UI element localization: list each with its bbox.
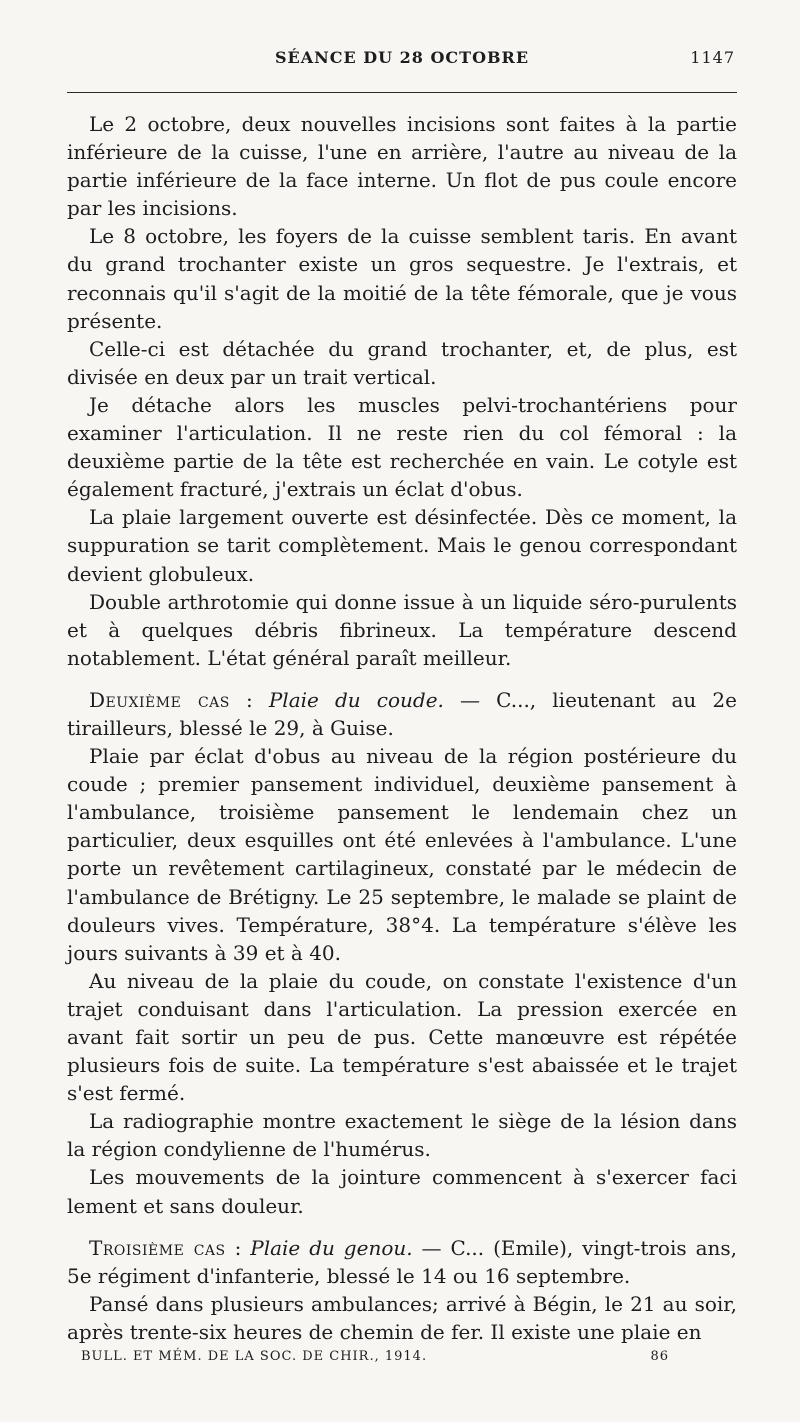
header-rule <box>67 92 737 93</box>
case-details: — C..., lieutenant au 2e tirailleurs, blessé le 29, à Guise. <box>67 687 737 740</box>
page-number: 1147 <box>690 48 735 67</box>
paragraph: Au niveau de la plaie du coude, on constate l'existence d'un trajet conduisant dans l'articulation. La pression exercée en avant fait sortir un peu de pus. Cette manœuvre est répétée plusieurs fois de suite. La température s'est abaissée et le trajet s'est fermé. <box>67 968 737 1106</box>
running-header <box>67 44 737 80</box>
paragraph: Pansé dans plusieurs ambulances; arrivé à Bégin, le 21 au soir, après trente-six heures de chemin de fer. Il existe une plaie en <box>67 1291 737 1344</box>
case-heading-3 <box>67 1234 737 1290</box>
signature-mark: 86 <box>650 1349 669 1364</box>
header-title: SÉANCE DU 28 OCTOBRE <box>274 48 530 67</box>
paragraph: Le 2 octobre, deux nouvelles incisions sont faites à la partie inférieure de la cuisse, l'une en arrière, l'autre au niveau de la partie inférieure de la face interne. Un flot de pus coule encore par les incisions. <box>67 112 737 221</box>
paragraph: Plaie par éclat d'obus au niveau de la région postérieure du coude ; premier pansement individuel, deuxième pansement à l'ambulance, troisième pansement le lendemain chez un particulier, deux esquilles ont été enlevées à l'ambulance. L'une porte un revêtement cartilagineux, constaté par le médecin de l'ambulance de Brétigny. Le 25 septembre, le malade se plaint de douleurs vives. Température, 38°4. La température s'élève les jours suivants à 39 et à 40. <box>67 744 737 965</box>
journal-reference: BULL. ET MÉM. DE LA SOC. DE CHIR., 1914. <box>81 1349 428 1364</box>
document-page <box>67 44 737 1384</box>
case-colon: : <box>225 1235 251 1260</box>
paragraph: Je détache alors les muscles pelvi-trochantériens pour examiner l'articulation. Il ne reste rien du col fémoral : la deuxième partie de la tête est recherchée en vain. Le cotyle est également fracturé, j'extrais un éclat d'obus. <box>67 392 737 502</box>
paragraph: Celle-ci est détachée du grand trochanter, et, de plus, est divisée en deux par un trait vertical. <box>67 336 737 389</box>
case-heading-2 <box>67 686 737 742</box>
case-title: Plaie du genou. <box>250 1235 413 1260</box>
case-details: — C... (Emile), vingt-trois ans, 5e régiment d'infanterie, blessé le 14 ou 16 septembre. <box>67 1235 737 1288</box>
body-text <box>67 110 737 1346</box>
case-label: Troisième cas <box>89 1235 226 1260</box>
case-title: Plaie du coude. <box>268 687 444 712</box>
paragraph: Double arthrotomie qui donne issue à un liquide séro-purulents et à quelques débris fibrineux. La température descend notablement. L'état général paraît meilleur. <box>67 589 737 670</box>
paragraph: La radiographie montre exactement le siège de la lésion dans la région condylienne de l'humérus. <box>67 1109 737 1162</box>
case-label: Deuxième cas <box>89 687 230 712</box>
paragraph: Le 8 octobre, les foyers de la cuisse semblent taris. En avant du grand trochanter existe un gros sequestre. Je l'extrais, et reconnais qu'il s'agit de la moitié de la tête fémorale, que je vous présente. <box>67 224 737 333</box>
paragraph: Les mouvements de la jointure commencent à s'exercer faci lement et sans douleur. <box>67 1165 737 1218</box>
case-colon: : <box>229 687 269 712</box>
paragraph: La plaie largement ouverte est désinfectée. Dès ce moment, la suppuration se tarit complètement. Mais le genou correspondant devient globuleux. <box>67 505 737 586</box>
